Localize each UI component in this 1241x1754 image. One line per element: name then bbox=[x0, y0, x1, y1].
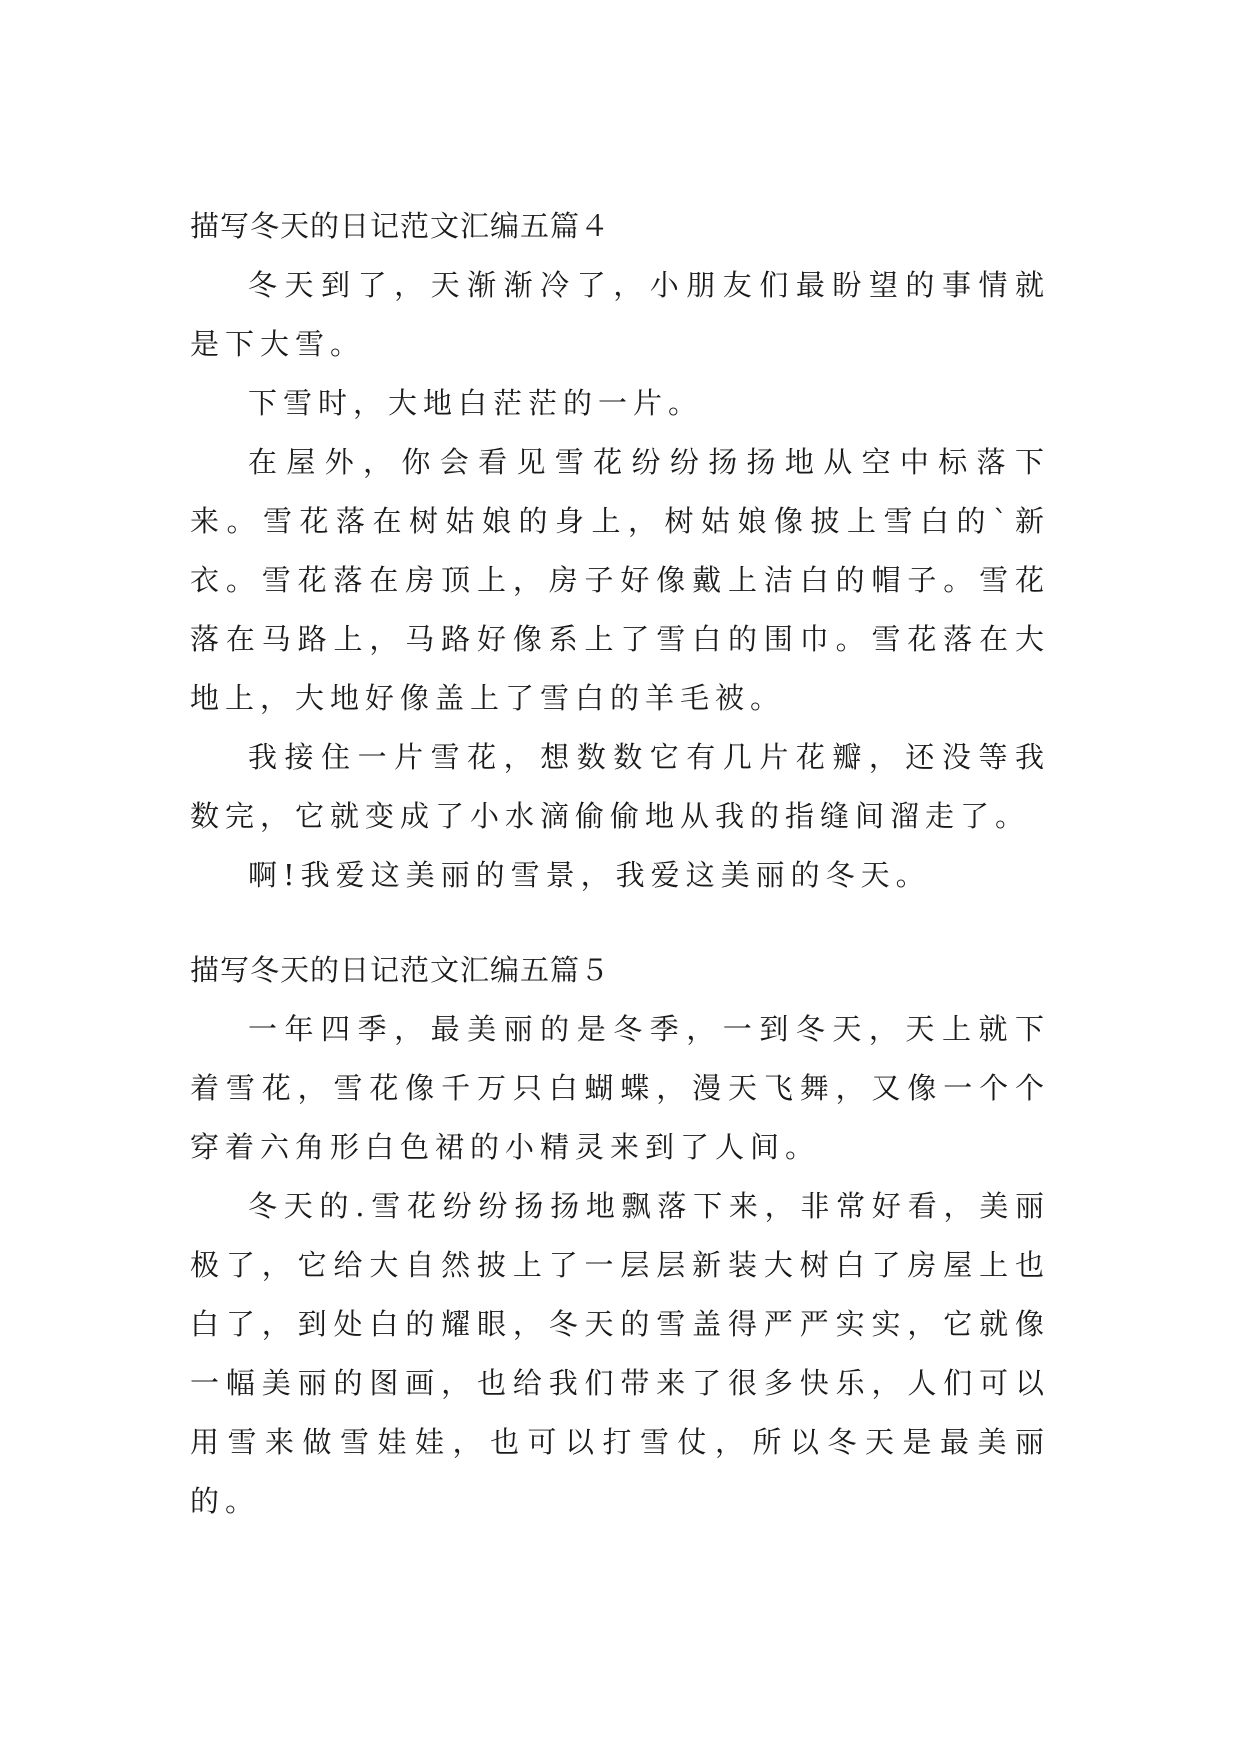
document-page bbox=[190, 0, 1050, 1754]
diary-section-4 bbox=[190, 196, 1050, 905]
paragraph: 在屋外，你会看见雪花纷纷扬扬地从空中标落下来。雪花落在树姑娘的身上，树姑娘像披上雪白的`新衣。雪花落在房顶上，房子好像戴上洁白的帽子。雪花落在马路上，马路好像系上了雪白的围巾。雪花落在大地上，大地好像盖上了雪白的羊毛被。 bbox=[190, 445, 1050, 715]
diary-section-5 bbox=[190, 940, 1050, 1531]
paragraph: 冬天的.雪花纷纷扬扬地飘落下来，非常好看，美丽极了，它给大自然披上了一层层新装大树白了房屋上也白了，到处白的耀眼，冬天的雪盖得严严实实，它就像一幅美丽的图画，也给我们带来了很多快乐，人们可以用雪来做雪娃娃，也可以打雪仗，所以冬天是最美丽的。 bbox=[190, 1189, 1050, 1518]
paragraph: 冬天到了，天渐渐冷了，小朋友们最盼望的事情就是下大雪。 bbox=[190, 268, 1050, 361]
paragraph: 我接住一片雪花，想数数它有几片花瓣，还没等我数完，它就变成了小水滴偷偷地从我的指缝间溜走了。 bbox=[190, 740, 1050, 833]
paragraph: 下雪时，大地白茫茫的一片。 bbox=[248, 386, 704, 420]
section-title: 描写冬天的日记范文汇编五篇４ bbox=[190, 209, 611, 243]
section-title: 描写冬天的日记范文汇编五篇５ bbox=[190, 953, 611, 987]
paragraph: 一年四季，最美丽的是冬季，一到冬天，天上就下着雪花，雪花像千万只白蝴蝶，漫天飞舞，又像一个个穿着六角形白色裙的小精灵来到了人间。 bbox=[190, 1012, 1050, 1164]
paragraph: 啊!我爱这美丽的雪景，我爱这美丽的冬天。 bbox=[248, 858, 931, 892]
